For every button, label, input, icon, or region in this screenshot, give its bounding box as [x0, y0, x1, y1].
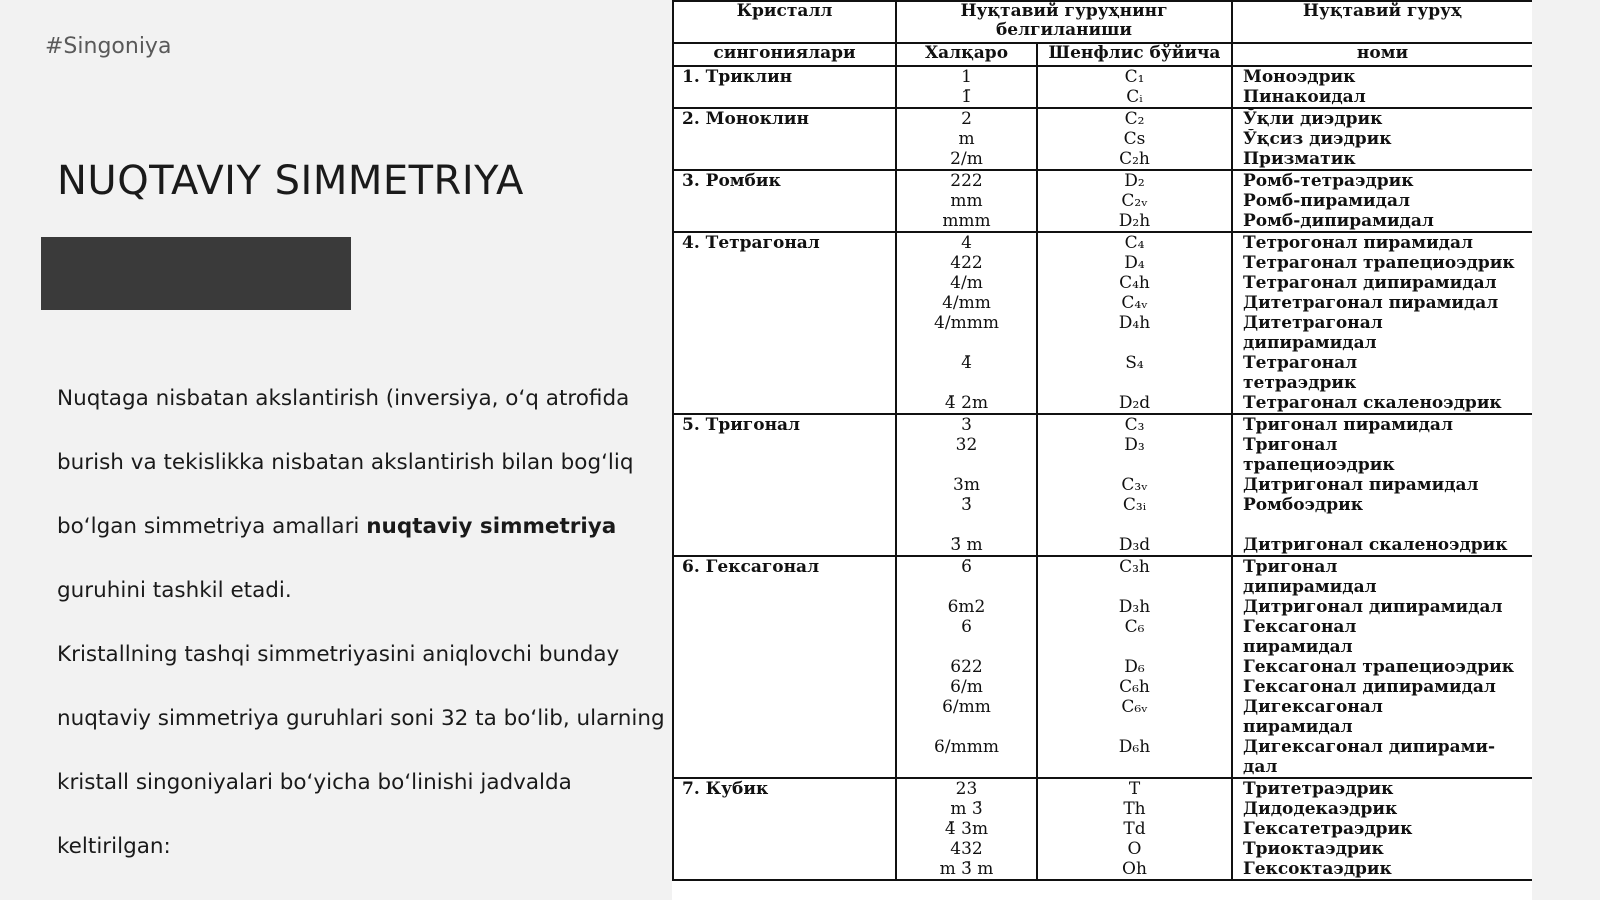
group-name-cell — [1232, 414, 1532, 556]
group-name: Тритетраэдрик — [1243, 779, 1394, 799]
schoenflies-symbol: D₄h — [1118, 313, 1151, 333]
international-symbol: 4/mmm — [934, 313, 999, 333]
schoenflies-symbol: D₃ — [1124, 435, 1145, 455]
schoenflies-symbol — [1044, 757, 1225, 777]
group-name: пирамидал — [1243, 637, 1353, 657]
table-row — [673, 778, 1532, 880]
schoenflies-symbol: C₆ᵥ — [1121, 697, 1148, 717]
group-name: Дитетрагонал пирамидал — [1243, 293, 1499, 313]
header-crystal-top: Кристалл — [673, 1, 896, 43]
schoenflies-symbol: D₄ — [1124, 253, 1145, 273]
table-row — [673, 232, 1532, 414]
table-row — [673, 170, 1532, 232]
international-symbol: 32 — [955, 435, 978, 455]
group-name: Дигексагонал дипирами- — [1243, 737, 1496, 757]
schoenflies-symbol-cell — [1037, 108, 1232, 170]
schoenflies-symbol — [1044, 333, 1225, 353]
group-name: Тетрагонал трапециоэдрик — [1243, 253, 1515, 273]
international-symbol-cell — [896, 108, 1037, 170]
international-symbol: 3̄ — [961, 495, 972, 515]
schoenflies-symbol: C₂ — [1124, 109, 1145, 129]
international-symbol: 4̄ 3m — [944, 819, 989, 839]
international-symbol: 6 — [961, 617, 972, 637]
schoenflies-symbol: Td — [1123, 819, 1146, 839]
group-name: Дигексагонал — [1243, 697, 1383, 717]
group-name-cell — [1232, 170, 1532, 232]
crystal-system-cell: 4. Тетрагонал — [673, 232, 896, 414]
international-symbol: 422 — [950, 253, 983, 273]
international-symbol: 1̄ — [961, 87, 972, 107]
paragraph-1: Nuqtaga nisbatan akslantirish (inversiya, o‘q atrofida burish va tekislikka nisbatan akslantirish bilan bog‘liq bo‘lgan simmetriya amallari nuqtaviy simmetriya guruhini tashkil etadi. — [57, 386, 634, 603]
schoenflies-symbol: C₄h — [1119, 273, 1150, 293]
group-name: Ўқсиз диэдрик — [1243, 129, 1392, 149]
schoenflies-symbol-cell — [1037, 66, 1232, 108]
international-symbol — [903, 717, 1030, 737]
international-symbol: 4̄ — [961, 353, 972, 373]
group-name: Дидодекаэдрик — [1243, 799, 1398, 819]
group-name: дипирамидал — [1243, 577, 1377, 597]
group-name: Тригонал пирамидал — [1243, 415, 1453, 435]
group-name-cell — [1232, 778, 1532, 880]
group-name: Гексагонал — [1243, 617, 1357, 637]
international-symbol: m 3̄ — [950, 799, 983, 819]
group-name: Тригонал — [1243, 435, 1338, 455]
crystal-system-cell: 6. Гексагонал — [673, 556, 896, 778]
schoenflies-symbol: C₄ — [1124, 233, 1145, 253]
international-symbol: 2/m — [950, 149, 983, 169]
schoenflies-symbol: C₄ᵥ — [1121, 293, 1148, 313]
international-symbol — [903, 373, 1030, 393]
schoenflies-symbol: C₆h — [1119, 677, 1150, 697]
international-symbol — [903, 515, 1030, 535]
international-symbol: 4̄ 2m — [944, 393, 989, 413]
international-symbol: 6/mmm — [934, 737, 999, 757]
group-name: Дитригонал скаленоэдрик — [1243, 535, 1508, 555]
schoenflies-symbol: C₃ᵥ — [1121, 475, 1148, 495]
group-name-cell — [1232, 232, 1532, 414]
schoenflies-symbol: C₃ — [1124, 415, 1145, 435]
international-symbol — [903, 757, 1030, 777]
schoenflies-symbol — [1044, 717, 1225, 737]
international-symbol: m 3̄ m — [939, 859, 994, 879]
international-symbol — [903, 455, 1030, 475]
schoenflies-symbol: D₂ — [1124, 171, 1145, 191]
international-symbol: mm — [950, 191, 983, 211]
schoenflies-symbol — [1044, 577, 1225, 597]
international-symbol: 4/mm — [942, 293, 991, 313]
international-symbol — [903, 577, 1030, 597]
slide-hashtag: #Singoniya — [45, 34, 172, 59]
group-name: Дитригонал дипирамидал — [1243, 597, 1503, 617]
group-name: Пинакоидал — [1243, 87, 1366, 107]
schoenflies-symbol: C₁ — [1124, 67, 1145, 87]
group-name: Дитетрагонал — [1243, 313, 1383, 333]
international-symbol: 3 — [961, 415, 972, 435]
schoenflies-symbol — [1044, 637, 1225, 657]
group-name: Тригонал — [1243, 557, 1338, 577]
international-symbol: 432 — [950, 839, 983, 859]
group-name: тетраэдрик — [1243, 373, 1357, 393]
schoenflies-symbol-cell — [1037, 778, 1232, 880]
header-designation: Нуқтавий гуруҳнинг белгиланиши — [896, 1, 1232, 43]
table-row — [673, 556, 1532, 778]
group-name: Моноэдрик — [1243, 67, 1356, 87]
international-symbol: 6̄ — [961, 557, 972, 577]
schoenflies-symbol: C₃h — [1119, 557, 1150, 577]
schoenflies-symbol-cell — [1037, 556, 1232, 778]
table-row — [673, 108, 1532, 170]
header-name-top: Нуқтавий гуруҳ — [1232, 1, 1532, 43]
title-decoration-bar — [41, 237, 351, 310]
schoenflies-symbol: Oh — [1122, 859, 1147, 879]
group-name — [1243, 515, 1526, 535]
header-schoenflies: Шенфлис бўйича — [1037, 43, 1232, 66]
schoenflies-symbol: Th — [1123, 799, 1146, 819]
schoenflies-symbol-cell — [1037, 170, 1232, 232]
group-name: Ромбоэдрик — [1243, 495, 1364, 515]
schoenflies-symbol: D₃d — [1118, 535, 1151, 555]
international-symbol: 1 — [961, 67, 972, 87]
crystal-system-cell: 3. Ромбик — [673, 170, 896, 232]
schoenflies-symbol — [1044, 515, 1225, 535]
schoenflies-symbol: D₆ — [1124, 657, 1145, 677]
international-symbol: 6m2 — [947, 597, 986, 617]
group-name-cell — [1232, 66, 1532, 108]
group-name: Ўқли диэдрик — [1243, 109, 1383, 129]
group-name: Призматик — [1243, 149, 1356, 169]
schoenflies-symbol: C₃ᵢ — [1122, 495, 1147, 515]
group-name: Ромб-дипирамидал — [1243, 211, 1434, 231]
group-name: Тетрагонал скаленоэдрик — [1243, 393, 1502, 413]
schoenflies-symbol: D₃h — [1118, 597, 1151, 617]
crystal-system-cell: 2. Моноклин — [673, 108, 896, 170]
international-symbol: 3̄ m — [950, 535, 983, 555]
schoenflies-symbol: C₆ — [1124, 617, 1145, 637]
schoenflies-symbol: D₂d — [1118, 393, 1151, 413]
group-name: Гексагонал дипирамидал — [1243, 677, 1496, 697]
international-symbol: 6/m — [950, 677, 983, 697]
international-symbol: 622 — [950, 657, 983, 677]
schoenflies-symbol: O — [1127, 839, 1142, 859]
group-name: Тетрогонал пирамидал — [1243, 233, 1474, 253]
international-symbol: mmm — [942, 211, 991, 231]
group-name: Тетрагонал дипирамидал — [1243, 273, 1497, 293]
table-row — [673, 66, 1532, 108]
international-symbol — [903, 637, 1030, 657]
international-symbol-cell — [896, 66, 1037, 108]
crystal-system-cell: 5. Тригонал — [673, 414, 896, 556]
group-name: Гексагонал трапециоэдрик — [1243, 657, 1514, 677]
group-name: трапециоэдрик — [1243, 455, 1395, 475]
table-row — [673, 414, 1532, 556]
group-name-cell — [1232, 108, 1532, 170]
symmetry-table-image — [672, 0, 1532, 900]
group-name: Тетрагонал — [1243, 353, 1358, 373]
header-name-bottom: номи — [1232, 43, 1532, 66]
schoenflies-symbol: T — [1128, 779, 1141, 799]
group-name: пирамидал — [1243, 717, 1353, 737]
schoenflies-symbol: Cᵢ — [1126, 87, 1143, 107]
international-symbol-cell — [896, 232, 1037, 414]
schoenflies-symbol: Cs — [1123, 129, 1146, 149]
slide-title: NUQTAVIY SIMMETRIYA — [57, 158, 524, 204]
crystal-system-cell: 7. Кубик — [673, 778, 896, 880]
header-crystal-bottom: сингониялари — [673, 43, 896, 66]
international-symbol: m — [958, 129, 975, 149]
international-symbol: 23 — [955, 779, 978, 799]
schoenflies-symbol — [1044, 455, 1225, 475]
schoenflies-symbol: C₂ᵥ — [1121, 191, 1148, 211]
schoenflies-symbol: D₂h — [1118, 211, 1151, 231]
international-symbol: 6/mm — [942, 697, 991, 717]
point-group-table — [672, 0, 1532, 881]
group-name-cell — [1232, 556, 1532, 778]
group-name: Ромб-пирамидал — [1243, 191, 1410, 211]
header-international: Халқаро — [896, 43, 1037, 66]
crystal-system-cell: 1. Триклин — [673, 66, 896, 108]
schoenflies-symbol — [1044, 373, 1225, 393]
international-symbol-cell — [896, 556, 1037, 778]
group-name: Гексоктаэдрик — [1243, 859, 1392, 879]
international-symbol: 4/m — [950, 273, 983, 293]
international-symbol: 2 — [961, 109, 972, 129]
group-name: Дитригонал пирамидал — [1243, 475, 1479, 495]
bold-term: nuqtaviy simmetriya — [366, 514, 617, 539]
international-symbol-cell — [896, 778, 1037, 880]
group-name: Гексатетраэдрик — [1243, 819, 1413, 839]
group-name: Триоктаэдрик — [1243, 839, 1384, 859]
international-symbol: 4 — [961, 233, 972, 253]
schoenflies-symbol-cell — [1037, 232, 1232, 414]
international-symbol: 222 — [950, 171, 983, 191]
group-name: дал — [1243, 757, 1278, 777]
group-name: дипирамидал — [1243, 333, 1377, 353]
schoenflies-symbol-cell — [1037, 414, 1232, 556]
slide-body-text — [57, 367, 667, 879]
paragraph-2: Kristallning tashqi simmetriyasini aniqlovchi bunday nuqtaviy simmetriya guruhlari soni 32 ta bo‘lib, ularning kristall singoniyalari bo‘yicha bo‘linishi jadvalda keltirilgan: — [57, 642, 665, 859]
schoenflies-symbol: C₂h — [1119, 149, 1150, 169]
schoenflies-symbol: D₆h — [1118, 737, 1151, 757]
international-symbol-cell — [896, 414, 1037, 556]
group-name: Ромб-тетраэдрик — [1243, 171, 1414, 191]
international-symbol: 3m — [953, 475, 980, 495]
schoenflies-symbol: S₄ — [1125, 353, 1144, 373]
international-symbol — [903, 333, 1030, 353]
international-symbol-cell — [896, 170, 1037, 232]
